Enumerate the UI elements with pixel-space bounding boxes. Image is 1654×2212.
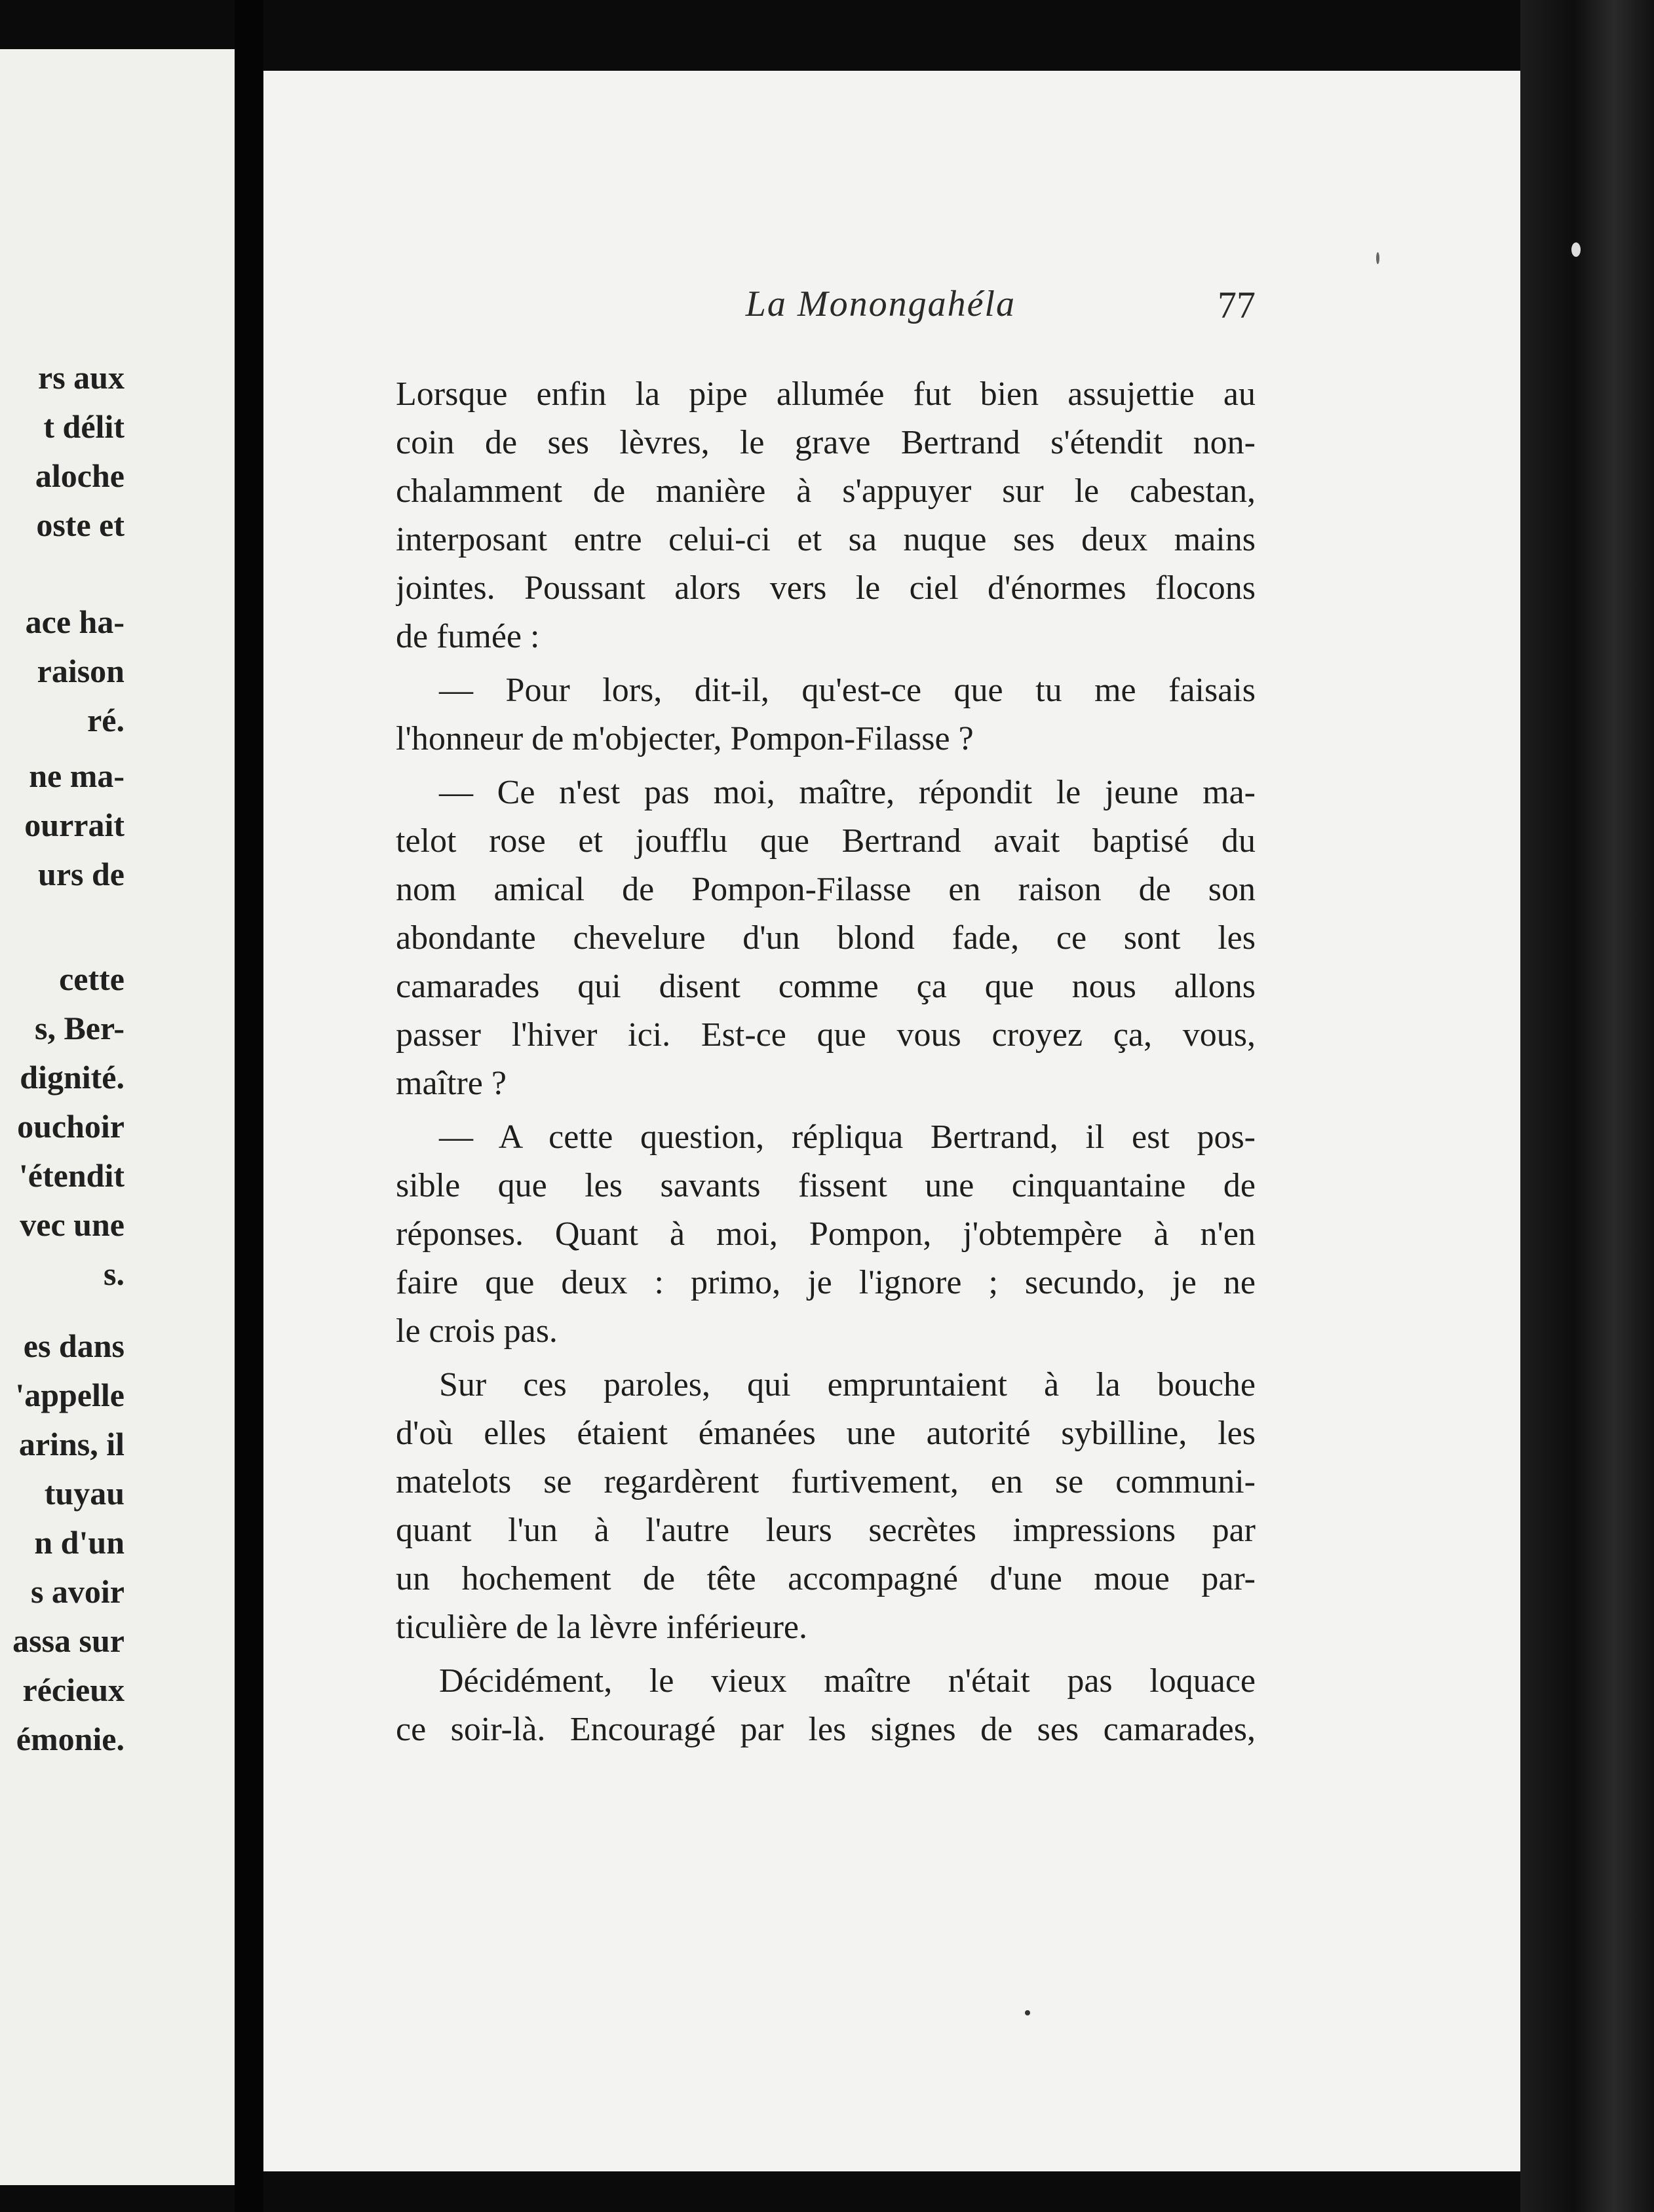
- text-line: quant l'un à l'autre leurs secrètes impressions par: [396, 1512, 1256, 1549]
- scan-speck: [1025, 2010, 1030, 2015]
- text-line: ce soir-là. Encouragé par les signes de ses camarades,: [396, 1711, 1256, 1748]
- text-line: chalamment de manière à s'appuyer sur le cabestan,: [396, 472, 1256, 510]
- text-line: réponses. Quant à moi, Pompon, j'obtempère à n'en: [396, 1215, 1256, 1253]
- text-line: sible que les savants fissent une cinquantaine de: [396, 1167, 1256, 1204]
- running-head-title: La Monongahéla: [745, 284, 1016, 324]
- left-fragment-line: ourrait: [24, 807, 125, 843]
- left-fragment-line: es dans: [23, 1327, 125, 1364]
- left-fragment-line: tuyau: [44, 1475, 125, 1512]
- text-line: de fumée :: [396, 618, 540, 655]
- left-fragment-line: aloche: [35, 457, 125, 494]
- text-line: le crois pas.: [396, 1312, 558, 1350]
- left-fragment-line: raison: [37, 653, 125, 689]
- text-line: l'honneur de m'objecter, Pompon-Filasse ?: [396, 720, 974, 757]
- body-text: [396, 370, 1256, 1754]
- left-fragment-line: s.: [104, 1255, 125, 1292]
- text-line: abondante chevelure d'un blond fade, ce sont les: [396, 919, 1256, 957]
- text-line: Décidément, le vieux maître n'était pas loquace: [439, 1662, 1256, 1700]
- left-fragment-line: vec une: [20, 1206, 125, 1243]
- text-line: matelots se regardèrent furtivement, en se communi-: [396, 1463, 1256, 1500]
- text-line: passer l'hiver ici. Est-ce que vous croyez ça, vous,: [396, 1016, 1256, 1054]
- left-fragment-line: ré.: [87, 702, 125, 738]
- left-fragment-line: ace ha-: [25, 603, 125, 640]
- left-fragment-line: rs aux: [38, 359, 125, 396]
- book-gutter: [235, 0, 263, 2212]
- text-line: jointes. Poussant alors vers le ciel d'énormes flocons: [396, 569, 1256, 607]
- text-line: nom amical de Pompon-Filasse en raison de son: [396, 871, 1256, 908]
- text-line: Lorsque enfin la pipe allumée fut bien assujettie au: [396, 375, 1256, 413]
- text-line: telot rose et joufflu que Bertrand avait baptisé du: [396, 822, 1256, 860]
- left-page-fragment: [0, 49, 235, 2185]
- left-fragment-line: s, Ber-: [35, 1010, 125, 1046]
- left-fragment-line: émonie.: [16, 1721, 125, 1757]
- left-fragment-line: s avoir: [30, 1573, 125, 1610]
- left-fragment-line: dignité.: [20, 1059, 125, 1096]
- page-number: 77: [1218, 284, 1256, 326]
- text-line: — Pour lors, dit-il, qu'est-ce que tu me faisais: [439, 672, 1256, 709]
- text-line: interposant entre celui-ci et sa nuque ses deux mains: [396, 521, 1256, 558]
- left-fragment-line: t délit: [43, 408, 125, 445]
- left-fragment-line: ouchoir: [17, 1108, 125, 1145]
- left-fragment-line: oste et: [36, 506, 125, 543]
- text-line: camarades qui disent comme ça que nous allons: [396, 968, 1256, 1005]
- left-fragment-line: ne ma-: [29, 757, 125, 794]
- text-line: — A cette question, répliqua Bertrand, il est pos-: [439, 1118, 1256, 1156]
- scan-speck: [1376, 252, 1379, 264]
- text-line: maître ?: [396, 1065, 507, 1102]
- text-line: un hochement de tête accompagné d'une moue par-: [396, 1560, 1256, 1597]
- left-fragment-line: cette: [59, 961, 125, 997]
- text-line: ticulière de la lèvre inférieure.: [396, 1609, 807, 1646]
- text-line: Sur ces paroles, qui empruntaient à la bouche: [439, 1366, 1256, 1403]
- text-line: d'où elles étaient émanées une autorité sybilline, les: [396, 1415, 1256, 1452]
- text-line: — Ce n'est pas moi, maître, répondit le jeune ma-: [439, 774, 1256, 811]
- text-line: faire que deux : primo, je l'ignore ; secundo, je ne: [396, 1264, 1256, 1301]
- text-line: coin de ses lèvres, le grave Bertrand s'étendit non-: [396, 424, 1256, 461]
- left-fragment-line: assa sur: [12, 1622, 125, 1659]
- left-fragment-line: 'appelle: [15, 1377, 125, 1413]
- left-fragment-line: 'étendit: [18, 1157, 125, 1194]
- scan-speck: [1571, 242, 1581, 257]
- scan-background-edge: [1520, 0, 1654, 2212]
- left-fragment-line: urs de: [38, 856, 125, 892]
- left-fragment-line: n d'un: [34, 1524, 125, 1561]
- left-fragment-line: arins, il: [18, 1426, 125, 1462]
- left-fragment-line: récieux: [22, 1671, 125, 1708]
